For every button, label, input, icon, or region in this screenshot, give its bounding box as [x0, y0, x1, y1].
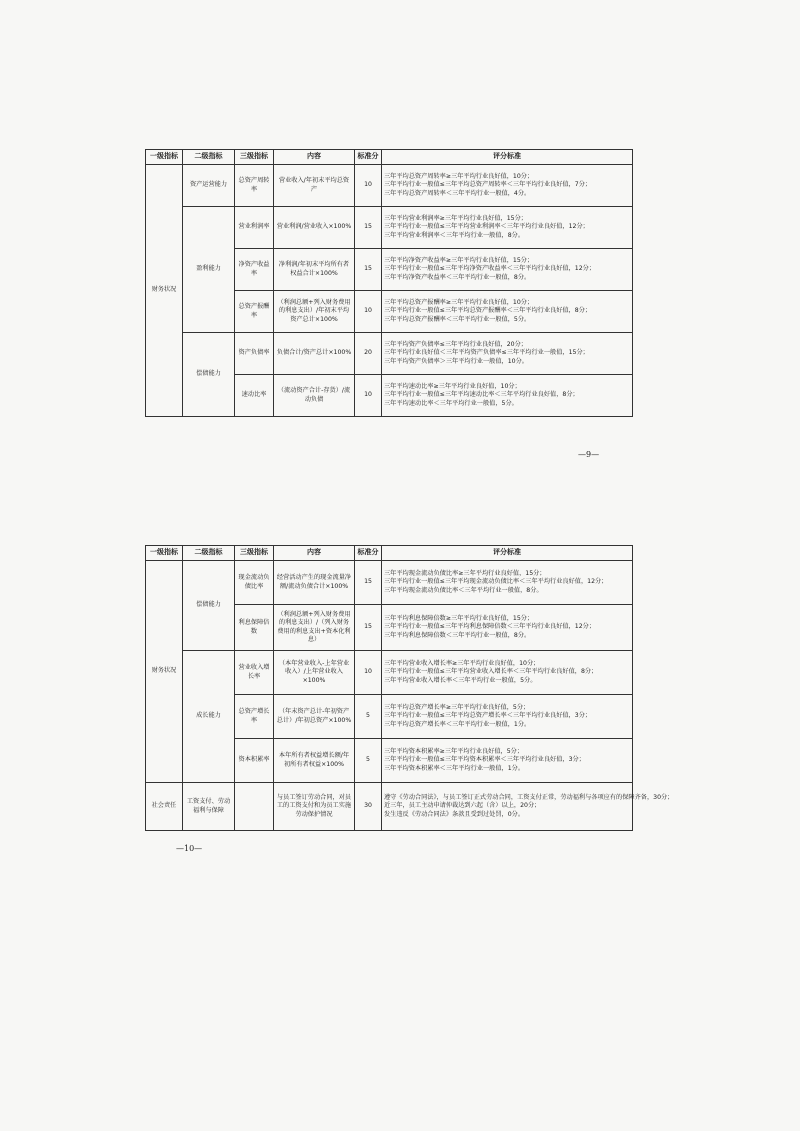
criteria-cell [382, 561, 633, 605]
content-cell: （利润总额+列入财务费用的利息支出）/（列入财务费用的利息支出+资本化利息） [274, 605, 355, 651]
header-content: 内容 [274, 150, 355, 165]
score-cell: 10 [355, 651, 382, 695]
score-cell: 10 [355, 291, 382, 333]
criteria-line: 三年平均总资产周转率＜三年平均行业一般值，4分。 [384, 189, 531, 197]
content-cell: 与员工签订劳动合同，对员工的工资支付和为员工实施劳动保护情况 [274, 783, 355, 831]
score-cell: 30 [355, 783, 382, 831]
criteria-line: 三年平均行业一般值≤三年平均总资产报酬率＜三年平均行业良好值，8分； [384, 307, 592, 315]
content-cell: 本年所有者权益增长额/年初所有者权益×100% [274, 739, 355, 783]
criteria-line: 三年平均速动比率＜三年平均行业一般值，5分。 [384, 399, 518, 407]
header-level3: 三级指标 [235, 150, 274, 165]
table-header-row [146, 546, 633, 561]
criteria-line: 发生违反《劳动合同法》条款且受到过处罚，0分。 [384, 810, 525, 818]
table-row [146, 651, 633, 695]
content-cell: 营业收入/年初末平均总资产 [274, 165, 355, 207]
level3-cell: 利息保障倍数 [235, 605, 274, 651]
criteria-line: 三年平均利息保障倍数＜三年平均行业一般值，8分。 [384, 631, 531, 639]
criteria-line: 三年平均行业良好值＜三年平均资产负债率≤三年平均行业一般值，15分； [384, 349, 589, 357]
table-row [146, 783, 633, 831]
content-cell: 经营活动产生的现金流量净额/流动负债合计×100% [274, 561, 355, 605]
score-cell: 10 [355, 165, 382, 207]
criteria-line: 三年平均总资产报酬率＜三年平均行业一般值，5分。 [384, 315, 531, 323]
header-level3: 三级指标 [235, 546, 274, 561]
content-cell: （利润总额+列入财务费用的利息支出）/年初末平均资产总计×100% [274, 291, 355, 333]
criteria-line: 三年平均速动比率≥三年平均行业良好值，10分； [384, 382, 521, 390]
level2-cell: 资产运营能力 [183, 165, 235, 207]
criteria-cell [382, 695, 633, 739]
content-cell: 营业利润/营业收入×100% [274, 207, 355, 249]
content-cell: （本年营业收入-上年营业收入）/上年营业收入×100% [274, 651, 355, 695]
level2-cell: 盈利能力 [183, 207, 235, 333]
criteria-line: 三年平均总资产周转率≥三年平均行业良好值，10分； [384, 172, 534, 180]
score-cell: 20 [355, 333, 382, 375]
level3-cell: 净资产收益率 [235, 249, 274, 291]
level2-cell: 偿债能力 [183, 333, 235, 417]
level3-cell: 营业利润率 [235, 207, 274, 249]
score-cell: 15 [355, 207, 382, 249]
scoring-table-page-10 [145, 545, 674, 831]
level3-cell: 营业收入增长率 [235, 651, 274, 695]
table-header-row [146, 150, 633, 165]
criteria-line: 三年平均营业利润率＜三年平均行业一般值，8分。 [384, 231, 525, 239]
criteria-line: 三年平均总资产增长率≥三年平均行业良好值，5分； [384, 703, 530, 711]
scoring-table-page-9 [145, 149, 633, 417]
score-cell: 15 [355, 561, 382, 605]
table-row [146, 333, 633, 375]
criteria-cell [382, 739, 633, 783]
level2-cell: 工资支付、劳动福利与保障 [183, 783, 235, 831]
criteria-line: 三年平均资产负债率＞三年平均行业一般值，10分。 [384, 357, 528, 365]
level3-cell: 资本积累率 [235, 739, 274, 783]
score-cell: 5 [355, 695, 382, 739]
criteria-line: 三年平均利息保障倍数≥三年平均行业良好值，15分； [384, 614, 534, 622]
level3-cell: 现金流动负债比率 [235, 561, 274, 605]
criteria-line: 近三年，员工主动申请仲裁达到六起（含）以上，20分； [384, 802, 541, 810]
criteria-cell [382, 207, 633, 249]
criteria-line: 三年平均净资产收益率≥三年平均行业良好值，15分； [384, 256, 534, 264]
header-criteria: 评分标准 [382, 150, 633, 165]
criteria-line: 三年平均资本积累率≥三年平均行业良好值，5分； [384, 747, 524, 755]
criteria-line: 三年平均行业一般值≤三年平均营业收入增长率＜三年平均行业良好值，8分； [384, 668, 598, 676]
score-cell: 15 [355, 605, 382, 651]
page-number: —9— [578, 450, 600, 459]
header-score: 标准分 [355, 150, 382, 165]
criteria-line: 三年平均行业一般值≤三年平均利息保障倍数＜三年平均行业良好值，12分； [384, 623, 596, 631]
criteria-line: 三年平均营业收入增长率＜三年平均行业一般值，5分。 [384, 676, 537, 684]
level1-cell: 财务状况 [146, 561, 183, 783]
criteria-line: 三年平均营业利润率≥三年平均行业良好值，15分； [384, 214, 527, 222]
level3-cell: 总资产周转率 [235, 165, 274, 207]
header-level1: 一级指标 [146, 150, 183, 165]
table-row [146, 561, 633, 605]
criteria-line: 三年平均行业一般值≤三年平均总资产增长率＜三年平均行业良好值，3分； [384, 712, 592, 720]
content-cell: 负债合计/资产总计×100% [274, 333, 355, 375]
header-content: 内容 [274, 546, 355, 561]
level3-cell [235, 783, 274, 831]
criteria-cell [382, 333, 633, 375]
criteria-cell [382, 375, 633, 417]
header-level2: 二级指标 [183, 546, 235, 561]
header-level2: 二级指标 [183, 150, 235, 165]
level2-cell: 偿债能力 [183, 561, 235, 651]
criteria-cell [382, 651, 633, 695]
level2-cell: 成长能力 [183, 651, 235, 783]
criteria-line: 三年平均行业一般值≤三年平均净资产收益率＜三年平均行业良好值，12分； [384, 265, 596, 273]
criteria-line: 三年平均资本积累率＜三年平均行业一般值，1分。 [384, 764, 525, 772]
content-cell: （年末资产总计-年初资产总计）/年初总资产×100% [274, 695, 355, 739]
criteria-cell [382, 783, 674, 831]
table-row [146, 207, 633, 249]
header-level1: 一级指标 [146, 546, 183, 561]
criteria-line: 三年平均净资产收益率＜三年平均行业一般值，8分。 [384, 273, 531, 281]
level3-cell: 速动比率 [235, 375, 274, 417]
content-cell: 净利润/年初末平均所有者权益合计×100% [274, 249, 355, 291]
level1-cell: 社会责任 [146, 783, 183, 831]
criteria-cell [382, 249, 633, 291]
criteria-line: 三年平均行业一般值≤三年平均现金流动负债比率＜三年平均行业良好值，12分； [384, 578, 608, 586]
criteria-cell [382, 605, 633, 651]
criteria-line: 三年平均行业一般值≤三年平均营业利润率＜三年平均行业良好值，12分； [384, 223, 589, 231]
criteria-line: 三年平均行业一般值≤三年平均总资产周转率＜三年平均行业良好值，7分； [384, 181, 592, 189]
score-cell: 15 [355, 249, 382, 291]
table-row [146, 165, 633, 207]
criteria-cell [382, 165, 633, 207]
level3-cell: 总资产报酬率 [235, 291, 274, 333]
criteria-line: 三年平均资产负债率≤三年平均行业良好值，20分； [384, 340, 527, 348]
criteria-line: 三年平均现金流动负债比率＜三年平均行业一般值，8分。 [384, 586, 543, 594]
score-cell: 5 [355, 739, 382, 783]
criteria-line: 三年平均总资产增长率＜三年平均行业一般值，1分。 [384, 720, 531, 728]
criteria-line: 三年平均营业收入增长率≥三年平均行业良好值，10分； [384, 659, 540, 667]
criteria-line: 三年平均现金流动负债比率≥三年平均行业良好值，15分； [384, 569, 546, 577]
criteria-line: 遵守《劳动合同法》，与员工签订正式劳动合同，工资支付正常，劳动福利与各项应有的保障齐备，30分； [384, 793, 674, 801]
criteria-line: 三年平均行业一般值≤三年平均资本积累率＜三年平均行业良好值，3分； [384, 756, 585, 764]
level3-cell: 资产负债率 [235, 333, 274, 375]
level1-cell: 财务状况 [146, 165, 183, 417]
criteria-line: 三年平均总资产报酬率≥三年平均行业良好值，10分； [384, 298, 534, 306]
criteria-cell [382, 291, 633, 333]
content-cell: （流动资产合计-存货）/流动负债 [274, 375, 355, 417]
header-score: 标准分 [355, 546, 382, 561]
score-cell: 10 [355, 375, 382, 417]
level3-cell: 总资产增长率 [235, 695, 274, 739]
header-criteria: 评分标准 [382, 546, 633, 561]
page-number: —10— [176, 844, 203, 853]
criteria-line: 三年平均行业一般值≤三年平均速动比率＜三年平均行业良好值，8分； [384, 391, 579, 399]
